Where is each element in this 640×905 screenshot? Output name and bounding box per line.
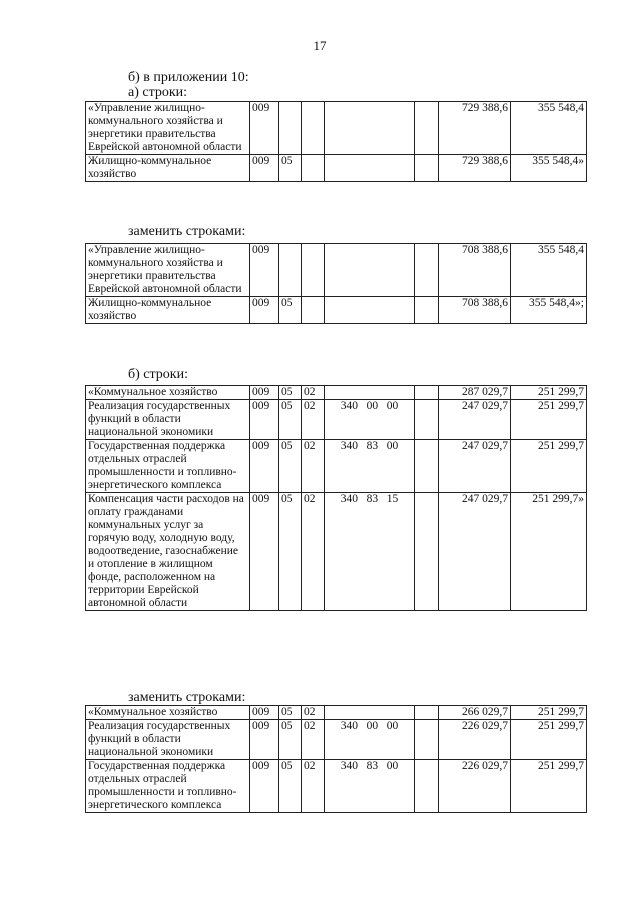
cell-subsection-code xyxy=(302,102,325,155)
cell-section-code: 05 xyxy=(279,297,302,324)
cell-target-article xyxy=(325,706,415,720)
table-row xyxy=(86,244,587,297)
cell-target-article: 340 00 00 xyxy=(325,720,415,760)
cell-amount-2: 251 299,7 xyxy=(511,400,587,440)
cell-chapter-code: 009 xyxy=(250,720,279,760)
cell-chapter-code: 009 xyxy=(250,297,279,324)
cell-chapter-code: 009 xyxy=(250,102,279,155)
cell-name: Реализация государственных функций в области национальной экономики xyxy=(86,720,250,760)
page-number: 17 xyxy=(313,38,327,53)
section-heading-b: б) в приложении 10: xyxy=(128,70,249,85)
cell-name: Жилищно-коммунальное хозяйство xyxy=(86,297,250,324)
cell-subsection-code: 02 xyxy=(302,440,325,493)
cell-amount-2: 355 548,4 xyxy=(511,102,587,155)
cell-expense-type xyxy=(415,102,439,155)
cell-expense-type xyxy=(415,440,439,493)
cell-subsection-code: 02 xyxy=(302,706,325,720)
cell-amount-2: 251 299,7 xyxy=(511,720,587,760)
cell-subsection-code xyxy=(302,244,325,297)
cell-amount-1: 247 029,7 xyxy=(439,493,511,611)
cell-amount-2: 355 548,4» xyxy=(511,155,587,182)
cell-amount-1: 708 388,6 xyxy=(439,244,511,297)
cell-section-code xyxy=(279,244,302,297)
cell-amount-2: 251 299,7 xyxy=(511,760,587,813)
table-row xyxy=(86,386,587,400)
table-row xyxy=(86,493,587,611)
table-row xyxy=(86,720,587,760)
cell-target-article: 340 83 00 xyxy=(325,760,415,813)
cell-amount-2: 355 548,4 xyxy=(511,244,587,297)
cell-expense-type xyxy=(415,493,439,611)
cell-expense-type xyxy=(415,400,439,440)
cell-target-article: 340 83 00 xyxy=(325,440,415,493)
table-row xyxy=(86,155,587,182)
cell-chapter-code: 009 xyxy=(250,400,279,440)
cell-amount-1: 729 388,6 xyxy=(439,102,511,155)
cell-chapter-code: 009 xyxy=(250,440,279,493)
cell-expense-type xyxy=(415,244,439,297)
cell-name: Компенсация части расходов на оплату гражданами коммунальных услуг за горячую воду, холодную воду, водоотведение, газоснабжение и отопление в жилищном фонде, расположенном на территории Еврейской автономной области xyxy=(86,493,250,611)
cell-subsection-code: 02 xyxy=(302,720,325,760)
cell-amount-1: 287 029,7 xyxy=(439,386,511,400)
cell-subsection-code: 02 xyxy=(302,386,325,400)
original-rows-table-a xyxy=(85,101,587,182)
cell-name: Государственная поддержка отдельных отраслей промышленности и топливно-энергетического комплекса xyxy=(86,440,250,493)
cell-expense-type xyxy=(415,386,439,400)
cell-section-code: 05 xyxy=(279,760,302,813)
cell-section-code: 05 xyxy=(279,720,302,760)
subsection-heading-b: б) строки: xyxy=(128,367,188,382)
cell-amount-2: 355 548,4»; xyxy=(511,297,587,324)
cell-amount-2: 251 299,7» xyxy=(511,493,587,611)
cell-amount-1: 708 388,6 xyxy=(439,297,511,324)
cell-name: «Коммунальное хозяйство xyxy=(86,386,250,400)
cell-amount-1: 247 029,7 xyxy=(439,400,511,440)
cell-expense-type xyxy=(415,706,439,720)
subsection-heading-a: а) строки: xyxy=(128,85,188,100)
cell-chapter-code: 009 xyxy=(250,155,279,182)
cell-target-article xyxy=(325,155,415,182)
cell-subsection-code: 02 xyxy=(302,400,325,440)
replace-label-b: заменить строками: xyxy=(128,690,246,705)
cell-target-article: 340 00 00 xyxy=(325,400,415,440)
table-row xyxy=(86,297,587,324)
cell-section-code: 05 xyxy=(279,386,302,400)
cell-chapter-code: 009 xyxy=(250,706,279,720)
original-rows-table-b xyxy=(85,385,587,611)
cell-target-article xyxy=(325,244,415,297)
cell-name: Реализация государственных функций в области национальной экономики xyxy=(86,400,250,440)
cell-section-code: 05 xyxy=(279,440,302,493)
cell-chapter-code: 009 xyxy=(250,760,279,813)
cell-name: Жилищно-коммунальное хозяйство xyxy=(86,155,250,182)
cell-section-code: 05 xyxy=(279,155,302,182)
replace-label-a: заменить строками: xyxy=(128,224,246,239)
cell-chapter-code: 009 xyxy=(250,493,279,611)
cell-target-article xyxy=(325,102,415,155)
cell-subsection-code xyxy=(302,297,325,324)
cell-amount-2: 251 299,7 xyxy=(511,386,587,400)
cell-section-code: 05 xyxy=(279,706,302,720)
cell-section-code xyxy=(279,102,302,155)
cell-target-article xyxy=(325,386,415,400)
table-row xyxy=(86,400,587,440)
cell-amount-1: 226 029,7 xyxy=(439,720,511,760)
cell-amount-1: 729 388,6 xyxy=(439,155,511,182)
cell-expense-type xyxy=(415,720,439,760)
cell-name: «Управление жилищно-коммунального хозяйства и энергетики правительства Еврейской автономной области xyxy=(86,244,250,297)
cell-amount-1: 266 029,7 xyxy=(439,706,511,720)
cell-section-code: 05 xyxy=(279,400,302,440)
cell-amount-1: 226 029,7 xyxy=(439,760,511,813)
cell-name: «Управление жилищно-коммунального хозяйства и энергетики правительства Еврейской автономной области xyxy=(86,102,250,155)
cell-chapter-code: 009 xyxy=(250,244,279,297)
cell-chapter-code: 009 xyxy=(250,386,279,400)
cell-amount-2: 251 299,7 xyxy=(511,440,587,493)
replacement-rows-table-a xyxy=(85,243,587,324)
table-row xyxy=(86,706,587,720)
cell-name: «Коммунальное хозяйство xyxy=(86,706,250,720)
cell-section-code: 05 xyxy=(279,493,302,611)
cell-expense-type xyxy=(415,760,439,813)
cell-subsection-code xyxy=(302,155,325,182)
table-row xyxy=(86,102,587,155)
cell-expense-type xyxy=(415,155,439,182)
cell-target-article: 340 83 15 xyxy=(325,493,415,611)
table-row xyxy=(86,760,587,813)
replacement-rows-table-b xyxy=(85,705,587,813)
cell-subsection-code: 02 xyxy=(302,493,325,611)
cell-target-article xyxy=(325,297,415,324)
cell-subsection-code: 02 xyxy=(302,760,325,813)
cell-amount-1: 247 029,7 xyxy=(439,440,511,493)
cell-name: Государственная поддержка отдельных отраслей промышленности и топливно-энергетического комплекса xyxy=(86,760,250,813)
cell-expense-type xyxy=(415,297,439,324)
cell-amount-2: 251 299,7 xyxy=(511,706,587,720)
table-row xyxy=(86,440,587,493)
